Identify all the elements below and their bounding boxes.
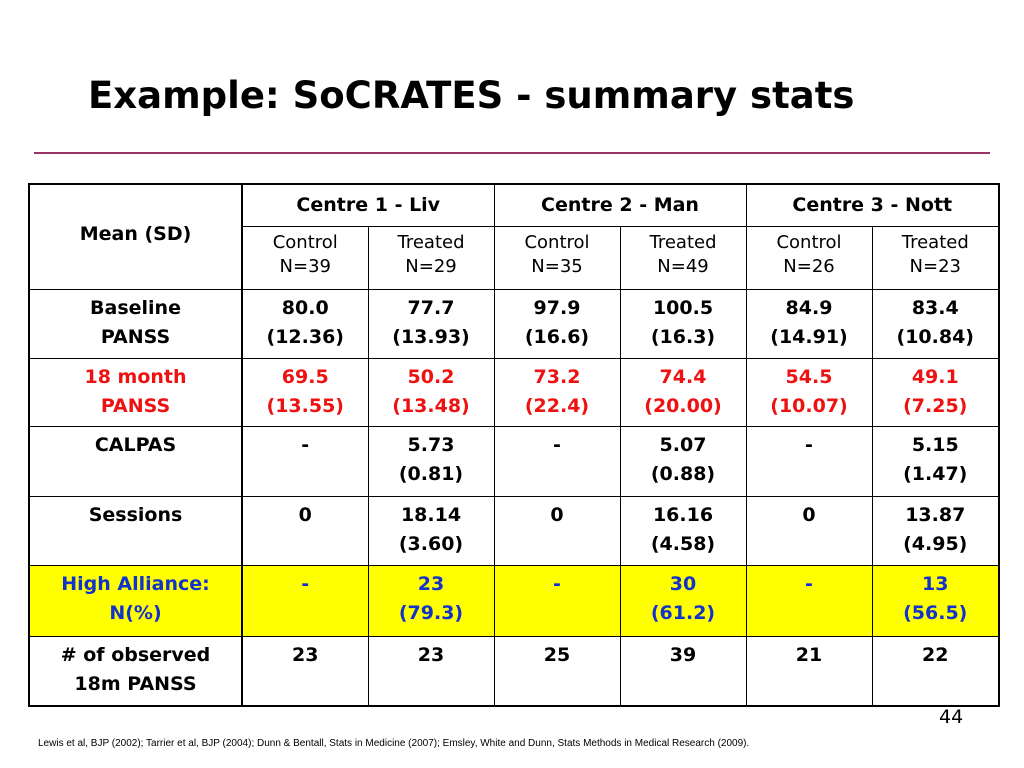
cell-mean: 74.4 xyxy=(659,366,707,388)
table-cell xyxy=(620,290,746,359)
table-cell xyxy=(242,637,368,707)
cell-sd: (10.84) xyxy=(896,326,974,348)
cell-mean: 5.15 xyxy=(911,434,959,456)
group-header xyxy=(620,227,746,290)
group-n: N=29 xyxy=(405,256,457,277)
cell-sd: (16.3) xyxy=(650,326,716,348)
table-cell xyxy=(872,290,999,359)
cell-mean: 100.5 xyxy=(652,297,714,319)
table-cell xyxy=(494,637,620,707)
centre-header-1: Centre 1 - Liv xyxy=(242,184,494,227)
table-cell xyxy=(242,497,368,566)
cell-mean: 80.0 xyxy=(281,297,329,319)
table-cell xyxy=(872,637,999,707)
group-n: N=23 xyxy=(909,256,961,277)
group-header xyxy=(872,227,999,290)
cell-sd: (16.6) xyxy=(524,326,590,348)
cell-sd: (0.81) xyxy=(398,463,464,485)
row-label-line: PANSS xyxy=(100,326,171,348)
table-cell xyxy=(872,497,999,566)
centre-header-3: Centre 3 - Nott xyxy=(746,184,999,227)
cell-mean: 13.87 xyxy=(905,504,966,526)
cell-mean: 5.07 xyxy=(659,434,707,456)
group-header xyxy=(368,227,494,290)
cell-mean: 73.2 xyxy=(533,366,581,388)
table-cell xyxy=(620,497,746,566)
table-row xyxy=(29,290,999,359)
cell-mean: 21 xyxy=(795,644,823,666)
cell-mean: 0 xyxy=(298,504,312,526)
table-cell xyxy=(494,427,620,497)
table-cell xyxy=(494,359,620,427)
table-cell xyxy=(872,566,999,637)
row-label-line: 18m PANSS xyxy=(74,673,197,695)
cell-mean: 84.9 xyxy=(785,297,833,319)
table-cell xyxy=(746,637,872,707)
cell-sd: (4.58) xyxy=(650,533,716,555)
group-n: N=26 xyxy=(783,256,835,277)
cell-mean: - xyxy=(301,573,310,595)
cell-sd: (4.95) xyxy=(903,533,968,555)
group-header xyxy=(242,227,368,290)
table-cell xyxy=(242,427,368,497)
row-label-line: CALPAS xyxy=(94,434,177,456)
cell-mean: 23 xyxy=(292,644,319,666)
row-label-line: Baseline xyxy=(90,297,181,319)
table-cell xyxy=(368,497,494,566)
cell-mean: 97.9 xyxy=(533,297,581,319)
row-label xyxy=(29,427,242,497)
cell-mean: 18.14 xyxy=(400,504,462,526)
row-label-line: # of observed xyxy=(60,644,211,666)
table-row xyxy=(29,497,999,566)
cell-sd: (79.3) xyxy=(398,602,464,624)
cell-mean: - xyxy=(553,434,561,456)
cell-mean: 13 xyxy=(922,573,949,595)
cell-mean: - xyxy=(805,434,813,456)
slide-title: Example: SoCRATES - summary stats xyxy=(88,74,855,117)
group-name: Control xyxy=(776,232,842,253)
cell-sd: (3.60) xyxy=(398,533,464,555)
cell-sd: (13.55) xyxy=(266,395,344,417)
cell-mean: 23 xyxy=(417,644,445,666)
cell-mean: 39 xyxy=(669,644,697,666)
row-label xyxy=(29,637,242,707)
cell-mean: - xyxy=(553,573,561,595)
cell-sd: (56.5) xyxy=(903,602,968,624)
row-label-line: High Alliance: xyxy=(61,573,210,595)
references-footer: Lewis et al, BJP (2002); Tarrier et al, BJP (2004); Dunn & Bentall, Stats in Medicine (2007); Emsley, White and Dunn, Stats Methods in Medical Research (2009). xyxy=(38,738,750,749)
row-label-line: PANSS xyxy=(100,395,171,417)
cell-sd: (12.36) xyxy=(266,326,344,348)
table-cell xyxy=(242,566,368,637)
page-number: 44 xyxy=(939,706,964,728)
table-cell xyxy=(746,359,872,427)
title-divider xyxy=(34,152,990,154)
row-label-line: 18 month xyxy=(84,366,187,388)
table-row xyxy=(29,427,999,497)
cell-mean: - xyxy=(301,434,310,456)
group-n: N=35 xyxy=(531,256,583,277)
corner-label: Mean (SD) xyxy=(29,184,242,290)
table-cell xyxy=(368,290,494,359)
cell-mean: 25 xyxy=(543,644,571,666)
table-cell xyxy=(368,427,494,497)
centre-header-2: Centre 2 - Man xyxy=(494,184,746,227)
table-cell xyxy=(494,290,620,359)
table-cell xyxy=(746,290,872,359)
row-label xyxy=(29,497,242,566)
cell-mean: 69.5 xyxy=(281,366,329,388)
summary-stats-table xyxy=(28,183,1000,707)
cell-mean: 50.2 xyxy=(407,366,455,388)
table-cell xyxy=(620,359,746,427)
table-row xyxy=(29,359,999,427)
cell-mean: 30 xyxy=(669,573,697,595)
cell-sd: (0.88) xyxy=(650,463,716,485)
row-label xyxy=(29,290,242,359)
group-n: N=39 xyxy=(279,256,331,277)
cell-sd: (13.48) xyxy=(392,395,470,417)
cell-sd: (7.25) xyxy=(903,395,968,417)
cell-mean: 0 xyxy=(802,504,816,526)
table-cell xyxy=(242,359,368,427)
table-row xyxy=(29,566,999,637)
table-cell xyxy=(620,566,746,637)
group-name: Control xyxy=(524,232,590,253)
group-name: Treated xyxy=(901,232,969,253)
table-row xyxy=(29,637,999,707)
table-cell xyxy=(746,427,872,497)
cell-mean: 0 xyxy=(550,504,564,526)
cell-sd: (1.47) xyxy=(903,463,968,485)
cell-mean: 22 xyxy=(922,644,949,666)
cell-mean: 83.4 xyxy=(911,297,959,319)
row-label-line: N(%) xyxy=(109,602,162,624)
cell-mean: - xyxy=(805,573,813,595)
cell-mean: 16.16 xyxy=(652,504,714,526)
cell-mean: 49.1 xyxy=(911,366,959,388)
cell-mean: 54.5 xyxy=(785,366,833,388)
table-cell xyxy=(368,566,494,637)
table-cell xyxy=(746,497,872,566)
table-cell xyxy=(368,637,494,707)
cell-sd: (22.4) xyxy=(524,395,590,417)
table-cell xyxy=(872,427,999,497)
table-cell xyxy=(620,637,746,707)
group-header xyxy=(746,227,872,290)
group-name: Treated xyxy=(649,232,717,253)
table-cell xyxy=(872,359,999,427)
table-cell xyxy=(494,497,620,566)
row-label xyxy=(29,359,242,427)
group-name: Treated xyxy=(397,232,465,253)
cell-sd: (10.07) xyxy=(770,395,848,417)
group-header xyxy=(494,227,620,290)
group-n: N=49 xyxy=(657,256,709,277)
cell-sd: (20.00) xyxy=(644,395,722,417)
table-cell xyxy=(242,290,368,359)
group-name: Control xyxy=(272,232,338,253)
table-cell xyxy=(368,359,494,427)
row-label xyxy=(29,566,242,637)
cell-mean: 77.7 xyxy=(407,297,455,319)
table-cell xyxy=(746,566,872,637)
cell-sd: (14.91) xyxy=(770,326,848,348)
cell-sd: (61.2) xyxy=(650,602,716,624)
cell-mean: 23 xyxy=(417,573,445,595)
table-cell xyxy=(620,427,746,497)
cell-sd: (13.93) xyxy=(392,326,470,348)
cell-mean: 5.73 xyxy=(407,434,455,456)
row-label-line: Sessions xyxy=(88,504,183,526)
table-cell xyxy=(494,566,620,637)
